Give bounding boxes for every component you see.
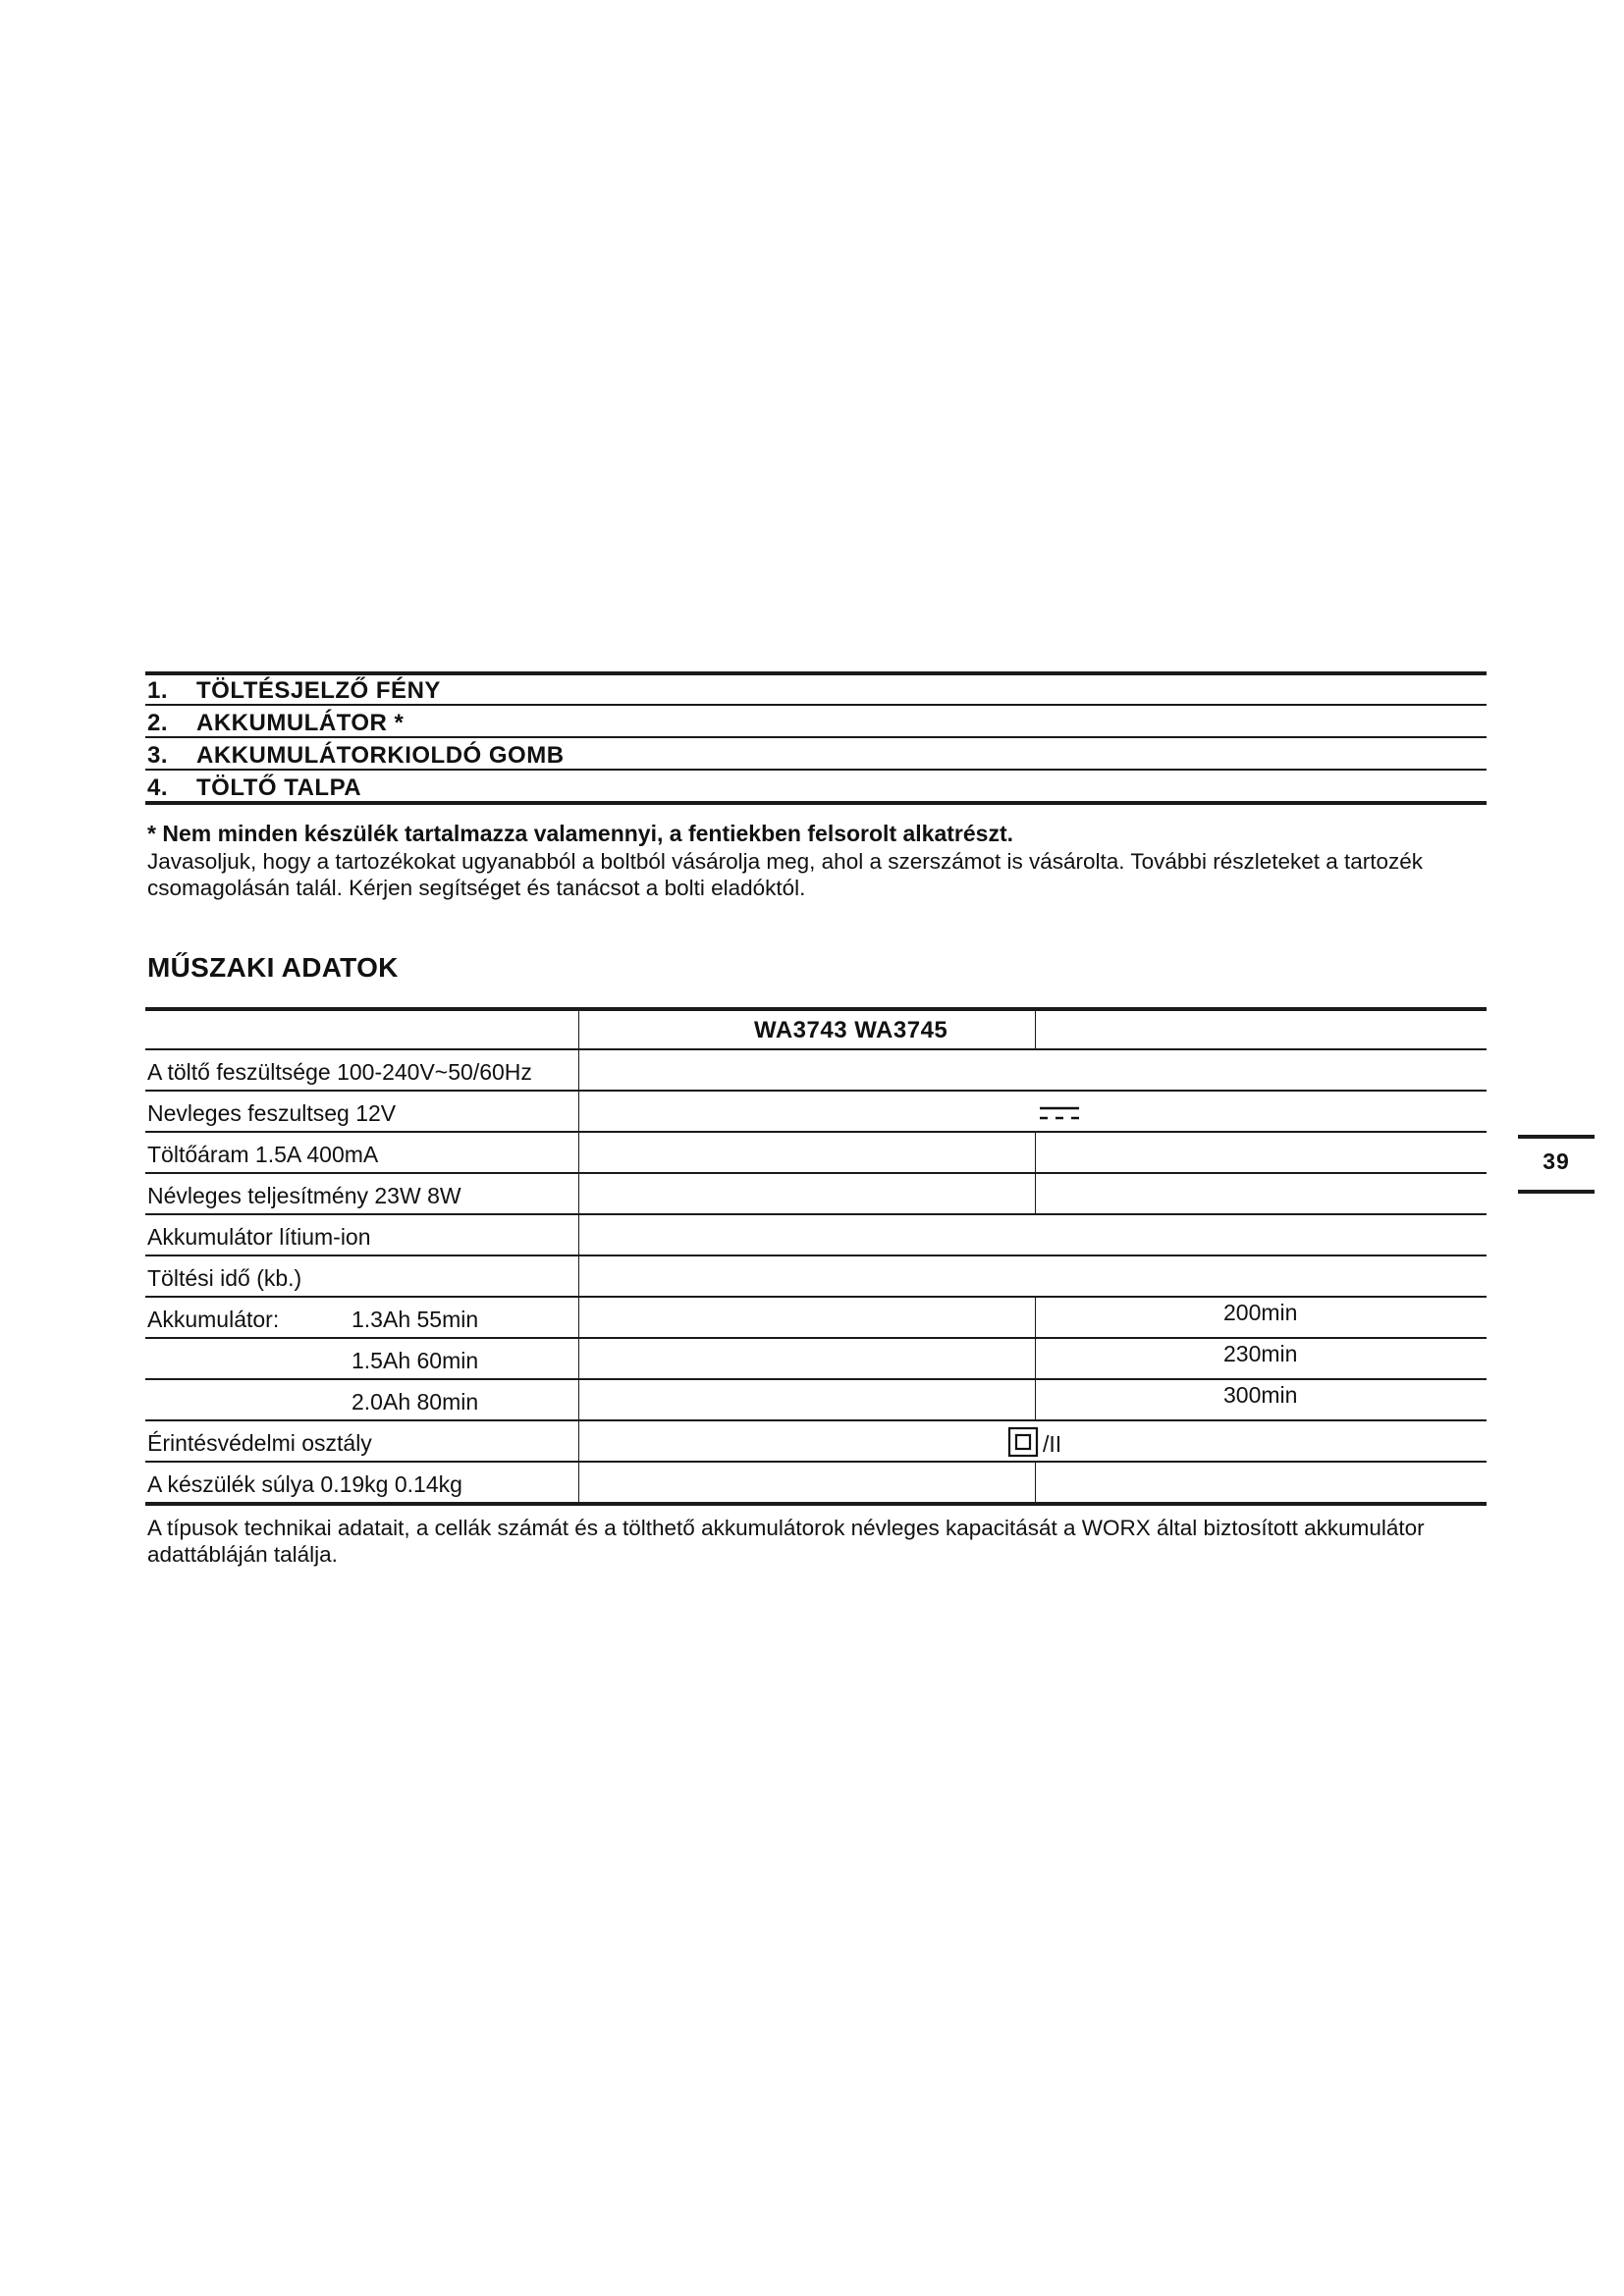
section-title: MŰSZAKI ADATOK xyxy=(147,952,399,983)
parts-list-item xyxy=(145,736,1487,769)
battery-spec: 2.0Ah 80min xyxy=(352,1389,479,1415)
part-label: TÖLTÉSJELZŐ FÉNY xyxy=(196,677,441,704)
direct-current-icon xyxy=(1039,1105,1080,1121)
battery-spec: 1.5Ah 60min xyxy=(352,1348,479,1373)
part-label: AKKUMULÁTOR * xyxy=(196,710,405,736)
battery-row xyxy=(145,1337,1487,1378)
part-label: TÖLTŐ TALPA xyxy=(196,774,362,801)
spec-row xyxy=(145,1048,1487,1090)
battery-row xyxy=(145,1378,1487,1419)
spec-label: Töltőáram 1.5A 400mA xyxy=(147,1142,379,1167)
spec-header-row xyxy=(145,1007,1487,1048)
spec-row xyxy=(145,1213,1487,1255)
parts-list-item xyxy=(145,769,1487,801)
page-tab-bottom-rule xyxy=(1518,1190,1595,1194)
charge-time: 300min xyxy=(1223,1382,1298,1408)
double-insulation-icon xyxy=(1007,1426,1039,1458)
battery-info-note: A típusok technikai adatait, a cellák számát és a tölthető akkumulátorok névleges kapacitását a WORX által biztosított akkumulátor adattábláján találja. xyxy=(147,1516,1425,1567)
part-number: 4. xyxy=(147,774,169,801)
protection-class-row xyxy=(145,1419,1487,1461)
spec-row xyxy=(145,1090,1487,1131)
spec-label: Nevleges feszultseg 12V xyxy=(147,1100,397,1126)
accessories-note-heading: * Nem minden készülék tartalmazza valamennyi, a fentiekben felsorolt alkatrészt. xyxy=(147,821,1013,846)
part-number: 3. xyxy=(147,742,169,769)
spec-row xyxy=(145,1461,1487,1502)
parts-list-item xyxy=(145,704,1487,736)
spec-label: Töltési idő (kb.) xyxy=(147,1265,302,1291)
parts-list-bottom-rule xyxy=(145,801,1487,805)
battery-row xyxy=(145,1296,1487,1337)
part-number: 2. xyxy=(147,710,169,736)
spec-label: A töltő feszültsége 100-240V~50/60Hz xyxy=(147,1059,532,1085)
page-tab-top-rule xyxy=(1518,1135,1595,1139)
battery-label: Akkumulátor: xyxy=(147,1307,280,1332)
protection-class-label: Érintésvédelmi osztály xyxy=(147,1430,372,1456)
protection-class-value: /II xyxy=(1043,1431,1062,1457)
spec-table xyxy=(145,1007,1487,1506)
weight-label: A készülék súlya 0.19kg 0.14kg xyxy=(147,1471,462,1497)
charge-time: 230min xyxy=(1223,1341,1298,1366)
part-label: AKKUMULÁTORKIOLDÓ GOMB xyxy=(196,742,565,769)
charge-time: 200min xyxy=(1223,1300,1298,1325)
spec-row xyxy=(145,1255,1487,1296)
model-numbers: WA3743 WA3745 xyxy=(754,1017,948,1043)
parts-list-item xyxy=(145,671,1487,704)
part-number: 1. xyxy=(147,677,169,704)
battery-spec: 1.3Ah 55min xyxy=(352,1307,479,1332)
spec-label: Névleges teljesítmény 23W 8W xyxy=(147,1183,461,1208)
accessories-note-text: Javasoljuk, hogy a tartozékokat ugyanabból a boltból vásárolja meg, ahol a szerszámot is vásárolta. További részleteket a tartozék csomagolásán talál. Kérjen segítséget és tanácsot a bolti eladóktól. xyxy=(147,849,1424,900)
spec-row xyxy=(145,1172,1487,1213)
page-number: 39 xyxy=(1543,1148,1570,1174)
spec-row xyxy=(145,1131,1487,1172)
spec-table-bottom-rule xyxy=(145,1502,1487,1506)
spec-label: Akkumulátor lítium-ion xyxy=(147,1224,371,1250)
parts-list xyxy=(145,671,1487,805)
